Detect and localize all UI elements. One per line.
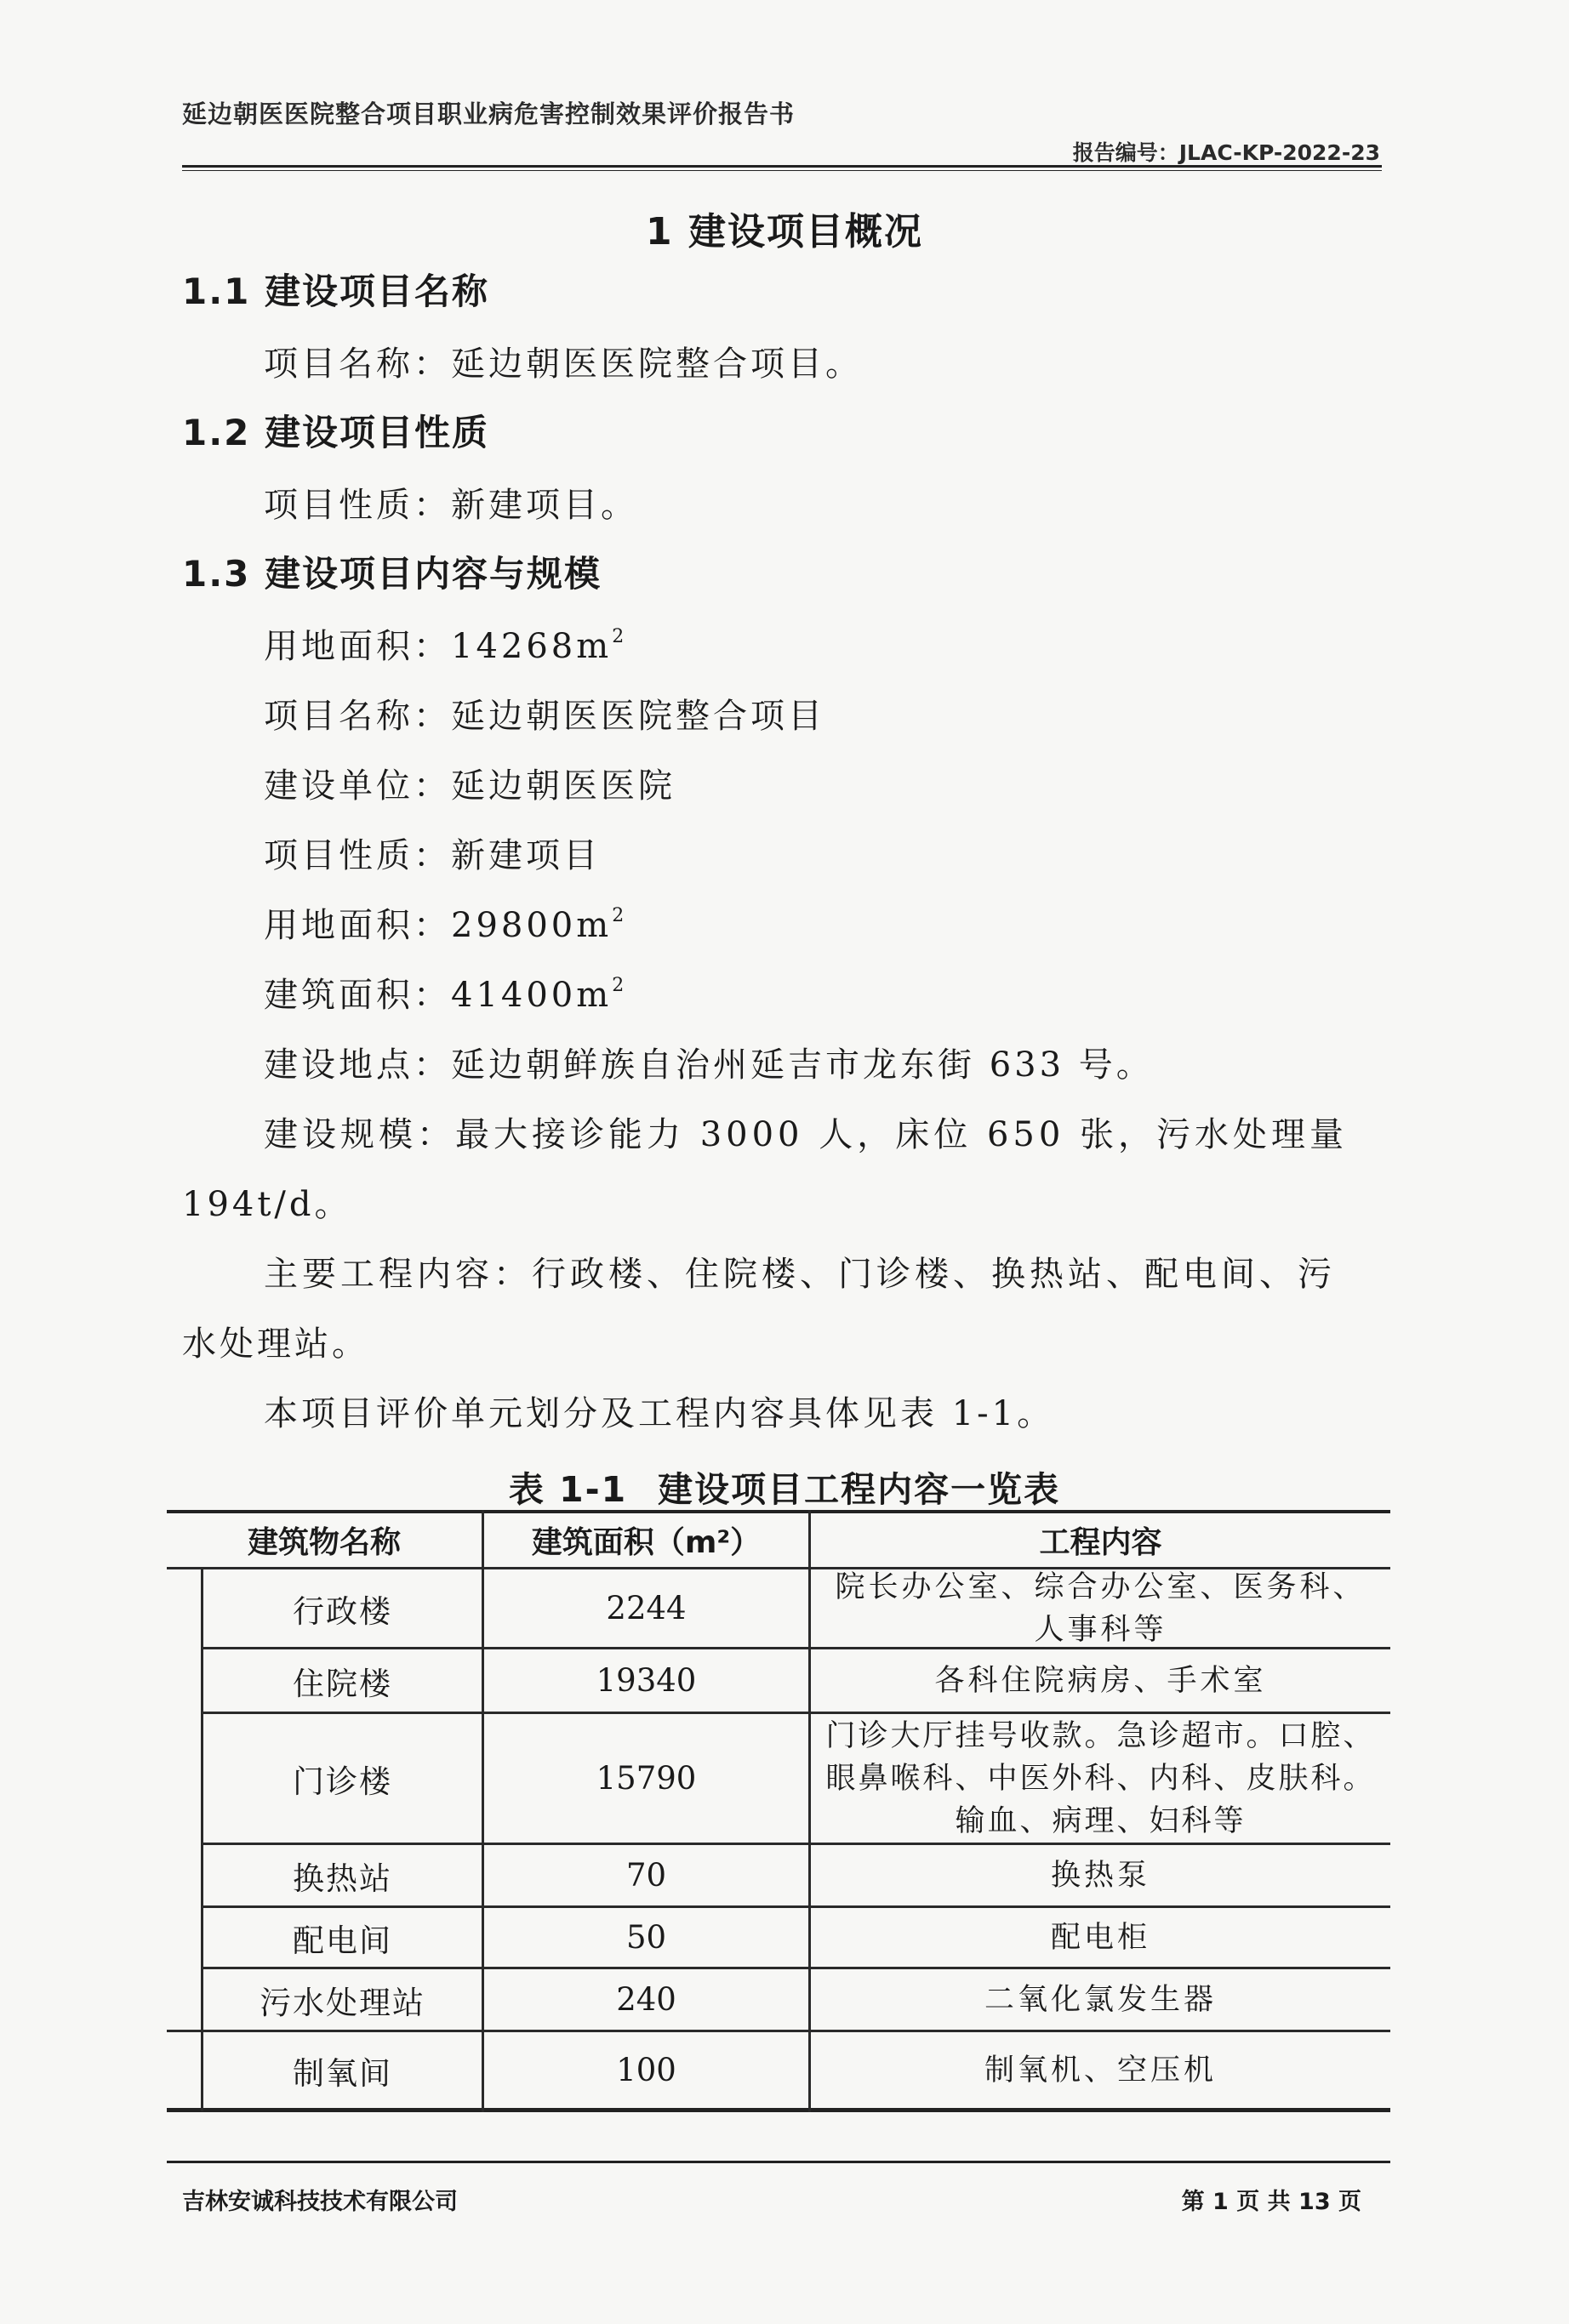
location-line: 建设地点：延边朝鲜族自治州延吉市龙东街 633 号。 [264, 1045, 1154, 1085]
table-cell-content: 各科住院病房、手术室 [934, 1663, 1267, 1698]
project-name-line: 项目名称：延边朝医医院整合项目。 [264, 345, 863, 384]
chapter-title: 1 建设项目概况 [646, 210, 923, 253]
table-cell-content: 配电柜 [1050, 1920, 1150, 1955]
scale-line-cont: 194t/d。 [182, 1185, 352, 1224]
header-rule [182, 165, 1382, 168]
land-area-line-1: 用地面积：$14268m^2$ [264, 626, 625, 666]
project-nature-line-2: 项目性质：新建项目 [264, 836, 601, 875]
table-header-name: 建筑物名称 [247, 1525, 401, 1560]
report-number: 报告编号：JLAC-KP-2022-23 [1072, 140, 1380, 165]
footer-rule [167, 2161, 1390, 2163]
construction-unit-line: 建设单位：延边朝医医院 [264, 766, 676, 806]
table-cell-area: 15790 [596, 1760, 697, 1797]
footer-page-number: 第 1 页 共 13 页 [1181, 2189, 1361, 2215]
section-1-2-heading: 1.2 建设项目性质 [182, 412, 490, 453]
table-cell-name: 换热站 [293, 1860, 392, 1897]
table-caption: 表 1-1 建设项目工程内容一览表 [508, 1469, 1061, 1510]
table-header-content: 工程内容 [1039, 1525, 1162, 1560]
table-cell-area: 240 [616, 1981, 676, 2018]
table-cell-content: 换热泵 [1050, 1858, 1150, 1893]
table-cell-area: 70 [625, 1857, 667, 1894]
project-nature-line: 项目性质：新建项目。 [264, 486, 638, 525]
building-area-line: 建筑面积：$41400m^2$ [264, 975, 625, 1015]
section-1-1-heading: 1.1 建设项目名称 [182, 271, 490, 312]
project-name-line-2: 项目名称：延边朝医医院整合项目 [264, 697, 825, 736]
table-cell-content: 制氧机、空压机 [984, 2053, 1217, 2088]
section-1-3-heading: 1.3 建设项目内容与规模 [182, 553, 602, 595]
table-cell-content: 二氧化氯发生器 [984, 1982, 1217, 2017]
table-reference-line: 本项目评价单元划分及工程内容具体见表 1-1。 [264, 1394, 1055, 1433]
table-cell-name: 门诊楼 [293, 1763, 392, 1800]
table-cell-area: 19340 [596, 1662, 697, 1699]
table-cell-name: 污水处理站 [260, 1984, 425, 2021]
scale-line: 建设规模：最大接诊能力 3000 人，床位 650 张，污水处理量 [264, 1115, 1349, 1154]
table-cell-area: 2244 [606, 1590, 687, 1626]
table-cell-name: 配电间 [293, 1922, 392, 1959]
table-cell-area: 50 [625, 1919, 667, 1956]
main-content-line-cont: 水处理站。 [182, 1324, 369, 1364]
table-header-area: 建筑面积（m²） [531, 1525, 762, 1560]
table-bottom-rule [167, 2108, 1390, 2112]
table-cell-content: 院长办公室、综合办公室、医务科、 人事科等 [835, 1569, 1366, 1647]
table-cell-name: 制氧间 [293, 2054, 392, 2092]
table-cell-area: 100 [616, 2052, 676, 2088]
table-cell-name: 行政楼 [293, 1592, 392, 1630]
main-content-line: 主要工程内容：行政楼、住院楼、门诊楼、换热站、配电间、污 [264, 1255, 1336, 1294]
land-area-line-2: 用地面积：$29800m^2$ [264, 905, 625, 945]
report-header-title: 延边朝医医院整合项目职业病危害控制效果评价报告书 [182, 100, 796, 128]
header-rule-thin [182, 170, 1382, 171]
table-cell-name: 住院楼 [293, 1665, 392, 1702]
footer-company: 吉林安诚科技技术有限公司 [182, 2189, 458, 2215]
table-cell-content: 门诊大厅挂号收款。急诊超市。口腔、 眼鼻喉科、中医外科、内科、皮肤科。 输血、病理、妇科等 [825, 1718, 1376, 1838]
